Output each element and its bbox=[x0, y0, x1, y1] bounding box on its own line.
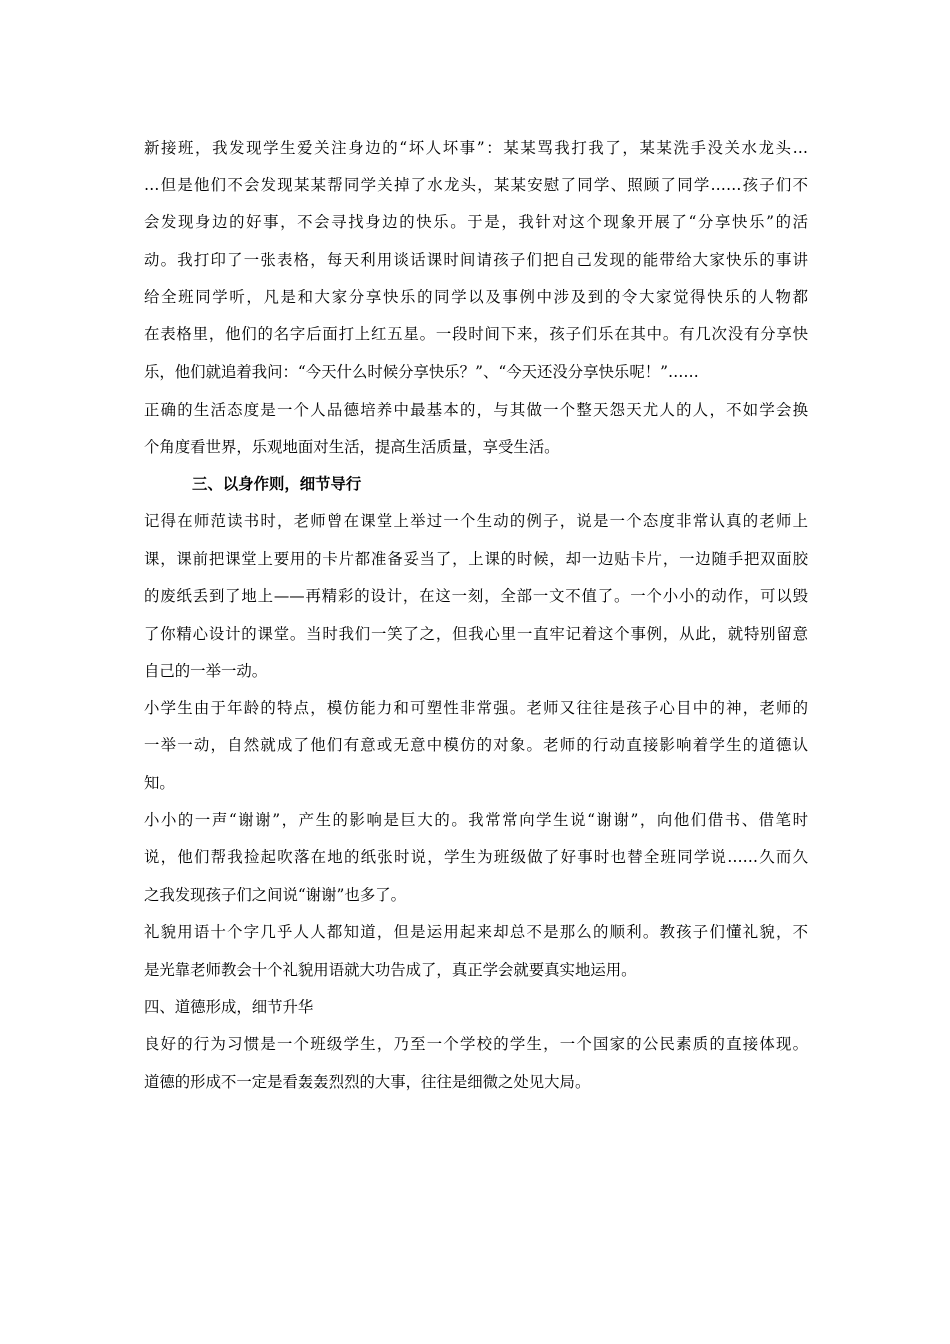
section-heading-4: 四、道德形成，细节升华 bbox=[144, 998, 314, 1016]
paragraph-line: 课，课前把课堂上要用的卡片都准备妥当了，上课的时候，却一边贴卡片，一边随手把双面胶 bbox=[144, 550, 808, 568]
section-heading-3: 三、以身作则，细节导行 bbox=[192, 475, 362, 493]
paragraph-line: 知。 bbox=[144, 774, 175, 792]
paragraph-line: 在表格里，他们的名字后面打上红五星。一段时间下来，孩子们乐在其中。有几次没有分享快 bbox=[144, 325, 808, 343]
paragraph-line: 的废纸丢到了地上——再精彩的设计，在这一刻，全部一文不值了。一个小小的动作，可以毁 bbox=[144, 587, 808, 605]
paragraph-line: 记得在师范读书时，老师曾在课堂上举过一个生动的例子，说是一个态度非常认真的老师上 bbox=[144, 512, 808, 530]
paragraph-line: 动。我打印了一张表格，每天利用谈话课时间请孩子们把自己发现的能带给大家快乐的事讲 bbox=[144, 251, 808, 269]
paragraph-line: 之我发现孩子们之间说“谢谢”也多了。 bbox=[144, 886, 406, 904]
paragraph-line: 自己的一举一动。 bbox=[144, 662, 268, 680]
paragraph-line: 会发现身边的好事，不会寻找身边的快乐。于是，我针对这个现象开展了“分享快乐”的活 bbox=[144, 213, 808, 231]
paragraph-line: …但是他们不会发现某某帮同学关掉了水龙头，某某安慰了同学、照顾了同学……孩子们不 bbox=[144, 176, 808, 194]
paragraph-line: 一举一动，自然就成了他们有意或无意中模仿的对象。老师的行动直接影响着学生的道德认 bbox=[144, 736, 808, 754]
paragraph-line: 了你精心设计的课堂。当时我们一笑了之，但我心里一直牢记着这个事例，从此，就特别留意 bbox=[144, 625, 808, 643]
paragraph-line: 给全班同学听，凡是和大家分享快乐的同学以及事例中涉及到的令大家觉得快乐的人物都 bbox=[144, 288, 808, 306]
paragraph-line: 正确的生活态度是一个人品德培养中最基本的，与其做一个整天怨天尤人的人，不如学会换 bbox=[144, 401, 808, 419]
paragraph-line: 个角度看世界，乐观地面对生活，提高生活质量，享受生活。 bbox=[144, 438, 560, 456]
paragraph-line: 良好的行为习惯是一个班级学生，乃至一个学校的学生，一个国家的公民素质的直接体现。 bbox=[144, 1035, 808, 1053]
paragraph-line: 礼貌用语十个字几乎人人都知道，但是运用起来却总不是那么的顺利。教孩子们懂礼貌，不 bbox=[144, 923, 808, 941]
paragraph-line: 小小的一声“谢谢”，产生的影响是巨大的。我常常向学生说“谢谢”，向他们借书、借笔时 bbox=[144, 811, 808, 829]
paragraph-line: 是光靠老师教会十个礼貌用语就大功告成了，真正学会就要真实地运用。 bbox=[144, 961, 637, 979]
paragraph-line: 说，他们帮我捡起吹落在地的纸张时说，学生为班级做了好事时也替全班同学说……久而久 bbox=[144, 848, 808, 866]
paragraph-line: 小学生由于年龄的特点，模仿能力和可塑性非常强。老师又往往是孩子心目中的神，老师的 bbox=[144, 699, 808, 717]
paragraph-line: 新接班，我发现学生爱关注身边的“坏人坏事”：某某骂我打我了，某某洗手没关水龙头… bbox=[144, 139, 808, 157]
paragraph-line: 乐，他们就追着我问：“今天什么时候分享快乐？”、“今天还没分享快乐呢！”…… bbox=[144, 363, 699, 381]
paragraph-line: 道德的形成不一定是看轰轰烈烈的大事，往往是细微之处见大局。 bbox=[144, 1073, 591, 1091]
